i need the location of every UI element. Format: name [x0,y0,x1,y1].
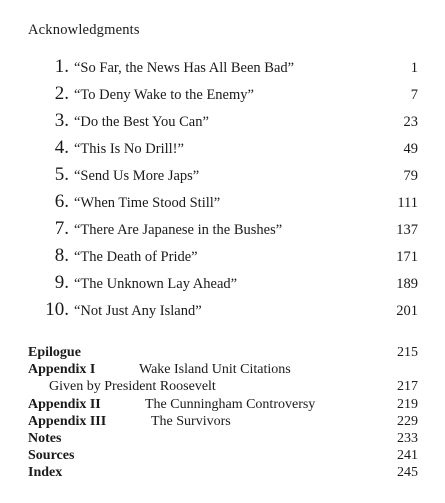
entry-description-continued: Given by President Roosevelt [49,379,216,394]
chapter-page: 189 [396,275,418,292]
sources-entry [28,447,418,464]
chapter-entry-9 [26,268,418,294]
entry-page: 215 [397,345,418,360]
chapter-title: “When Time Stood Still” [74,194,221,211]
chapter-title: “The Death of Pride” [74,248,198,265]
entry-page: 233 [397,431,418,446]
acknowledgments-heading: Acknowledgments [28,22,140,38]
appendix-2-entry [28,396,418,413]
chapter-title: “To Deny Wake to the Enemy” [74,86,254,103]
chapter-number: 8. [54,245,69,266]
chapter-page: 7 [410,86,418,103]
entry-label: Appendix II [28,397,101,412]
entry-label: Notes [28,431,62,446]
chapter-entry-7 [26,214,418,240]
entry-page: 219 [397,397,418,412]
chapter-number: 6. [54,191,69,212]
chapter-title: “There Are Japanese in the Bushes” [74,221,283,238]
chapter-title: “Not Just Any Island” [74,302,202,319]
chapter-entry-4 [26,133,418,159]
chapter-number: 4. [54,137,69,158]
chapter-number: 10. [45,299,69,320]
chapter-number: 9. [54,272,69,293]
entry-label: Epilogue [28,345,81,360]
entry-page: 245 [397,465,418,480]
entry-page: 241 [397,448,418,463]
chapter-number: 7. [54,218,69,239]
index-entry [28,464,418,481]
chapter-entry-5 [26,160,418,186]
chapter-entry-6 [26,187,418,213]
chapter-page: 49 [403,140,418,157]
appendix-1-entry-continued [28,378,418,395]
entry-description: The Survivors [151,414,231,429]
chapter-number: 5. [54,164,69,185]
chapter-page: 171 [396,248,418,265]
entry-label: Index [28,465,63,480]
chapter-entry-3 [26,106,418,132]
chapter-title: “The Unknown Lay Ahead” [74,275,238,292]
entry-description: The Cunningham Controversy [145,397,316,412]
chapter-entry-2 [26,79,418,105]
chapter-number: 1. [54,56,69,77]
appendix-1-entry [28,361,418,378]
chapter-page: 79 [403,167,418,184]
chapter-number: 2. [54,83,69,104]
chapter-title: “Do the Best You Can” [74,113,209,130]
chapter-page: 201 [396,302,418,319]
entry-label: Sources [28,448,75,463]
entry-description: Wake Island Unit Citations [139,362,291,377]
entry-label: Appendix III [28,414,107,429]
chapter-title: “So Far, the News Has All Been Bad” [74,59,295,76]
chapter-number: 3. [54,110,69,131]
appendix-3-entry [28,413,418,430]
chapter-entry-1 [26,52,418,78]
chapter-entry-8 [26,241,418,267]
entry-page: 229 [397,414,418,429]
entry-page: 217 [397,379,418,394]
chapter-page: 1 [410,59,418,76]
epilogue-entry [28,344,418,361]
chapter-page: 137 [396,221,418,238]
chapter-page: 111 [397,194,418,211]
chapter-entry-10 [26,295,418,321]
entry-label: Appendix I [28,362,96,377]
chapter-title: “This Is No Drill!” [74,140,184,157]
chapter-page: 23 [403,113,418,130]
notes-entry [28,430,418,447]
chapter-title: “Send Us More Japs” [74,167,200,184]
